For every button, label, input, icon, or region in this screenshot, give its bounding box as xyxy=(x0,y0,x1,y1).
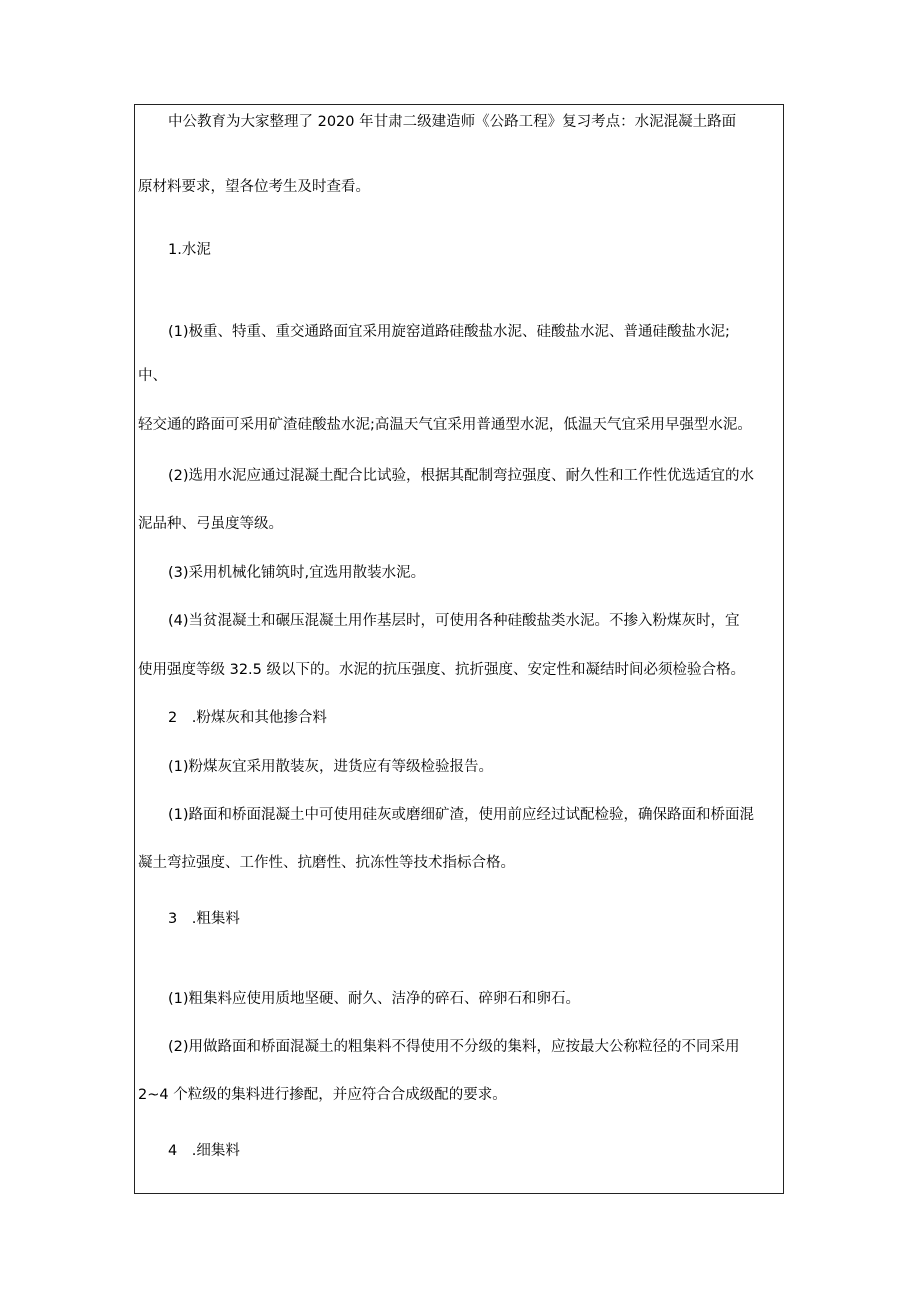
intro-line-2: 原材料要求，望各位考生及时查看。 xyxy=(138,179,370,195)
paragraph-line: (1)路面和桥面混凝土中可使用硅灰或磨细矿渣，使用前应经过试配检验，确保路面和桥面混 xyxy=(168,807,755,823)
paragraph-line: (1)粉煤灰宜采用散装灰，进货应有等级检验报告。 xyxy=(168,759,494,775)
section-4-heading: 4 .细集料 xyxy=(168,1143,240,1159)
paragraph-line: (2)选用水泥应通过混凝土配合比试验，根据其配制弯拉强度、耐久性和工作性优选适宜的水 xyxy=(168,468,755,484)
paragraph-line: 使用强度等级 32.5 级以下的。水泥的抗压强度、抗折强度、安定性和凝结时间必须检验合格。 xyxy=(138,662,745,678)
document-frame xyxy=(134,104,784,1194)
paragraph-line: 泥品种、弓虽度等级。 xyxy=(138,516,283,532)
paragraph-line: 轻交通的路面可采用矿渣硅酸盐水泥;高温天气宜采用普通型水泥，低温天气宜采用早强型水泥。 xyxy=(138,417,752,433)
paragraph-line: 凝土弯拉强度、工作性、抗磨性、抗冻性等技术指标合格。 xyxy=(138,855,515,871)
paragraph-line: (1)粗集料应使用质地坚硬、耐久、洁净的碎石、碎卵石和卵石。 xyxy=(168,991,581,1007)
paragraph-line: 中、 xyxy=(138,368,167,384)
paragraph-line: (3)采用机械化铺筑时,宜选用散装水泥。 xyxy=(168,565,426,581)
intro-line-1: 中公教育为大家整理了 2020 年甘肃二级建造师《公路工程》复习考点：水泥混凝土路面 xyxy=(168,114,737,130)
paragraph-line: 2~4 个粒级的集料进行掺配，并应符合合成级配的要求。 xyxy=(138,1087,507,1103)
paragraph-line: (4)当贫混凝土和碾压混凝土用作基层时，可使用各种硅酸盐类水泥。不掺入粉煤灰时，宜 xyxy=(168,613,740,629)
section-2-heading: 2 .粉煤灰和其他掺合料 xyxy=(168,710,327,726)
section-3-heading: 3 .粗集料 xyxy=(168,911,240,927)
paragraph-line: (2)用做路面和桥面混凝土的粗集料不得使用不分级的集料，应按最大公称粒径的不同采用 xyxy=(168,1039,740,1055)
paragraph-line: (1)极重、特重、重交通路面宜采用旋窑道路硅酸盐水泥、硅酸盐水泥、普通硅酸盐水泥; xyxy=(168,324,730,340)
section-1-heading: 1.水泥 xyxy=(168,242,211,258)
